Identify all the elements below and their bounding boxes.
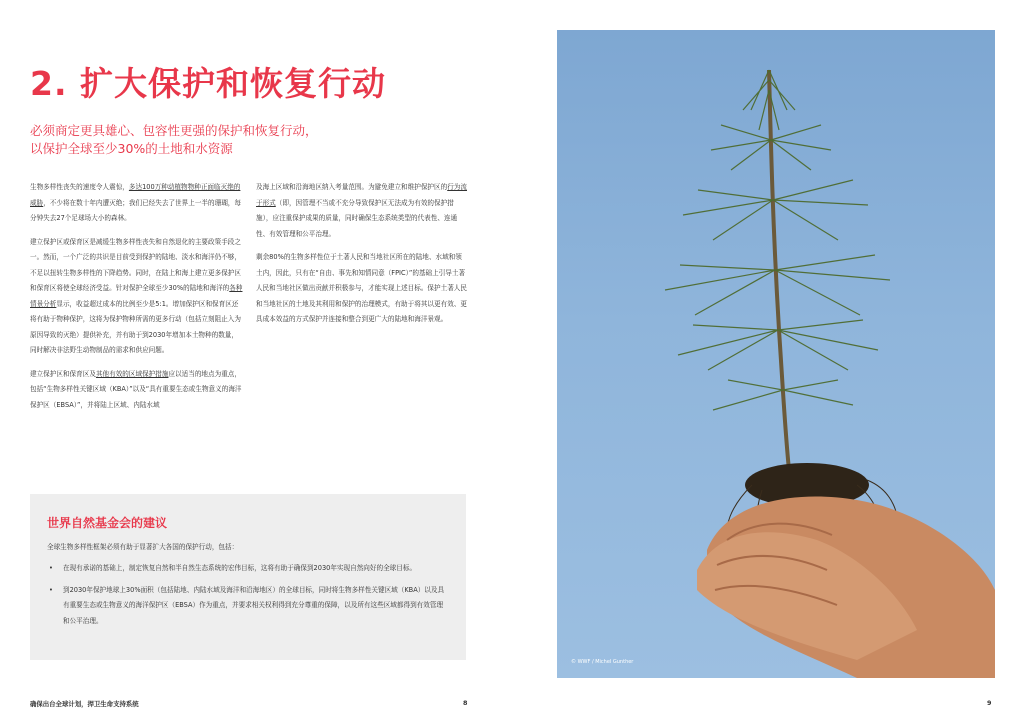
paragraph (30, 235, 243, 359)
recommendation-intro: 全球生物多样性框架必须有助于显著扩大各国的保护行动，包括： (47, 543, 239, 551)
recommendation-list (47, 561, 449, 629)
right-page (512, 0, 1024, 724)
seedling-photo (557, 30, 995, 678)
paragraph (30, 367, 243, 414)
inline-link[interactable]: 其他有效的区域保护措施 (95, 369, 169, 378)
inline-link[interactable]: 多达100万种动植物物种正面临灭绝的威胁 (30, 183, 241, 207)
page-number: 8 (463, 699, 468, 707)
text: 生物多样性丧失的速度令人震惊， (30, 183, 129, 191)
page-number: 9 (987, 699, 992, 707)
seedling-illustration (557, 30, 995, 678)
text-column-1 (30, 180, 243, 421)
recommendation-title: 世界自然基金会的建议 (47, 516, 168, 530)
inline-link[interactable]: 行为流于形式 (256, 183, 467, 207)
page-title: 2. 扩大保护和恢复行动 (30, 64, 386, 103)
text: （即，因管理不当或不充分导致保护区无法成为有效的保护措施），应注重保护成果的质量，同时确保生态系统类型的代表性、连通性、有效管理和公平治理。 (256, 198, 458, 238)
paragraph: 剩余80%的生物多样性位于土著人民和当地社区所在的陆地、水域和领土内，因此，只有在“自由、事先和知情同意（FPIC）”的基础上引导土著人民和当地社区做出贡献并积极参与，才能实现上述目标。保护土著人民和当地社区的土地及其利用和保护的治理模式，有助于将其以更有效、更具成本效益的方式保护并连接和整合到更广大的陆地和海洋景观。 (256, 253, 467, 323)
text: 应以适当的地点为重点，包括“生物多样性关键区域（KBA）”以及“具有重要生态或生物意义的海洋保护区（EBSA）”，并将陆上区域、内陆水域 (30, 369, 242, 409)
text: 显示，收益超过成本的比例至少是5:1。增加保护区和保育区还将有助于物种保护，这将为保护物种所需的更多行动（包括立刻阻止入为原因导致的灭绝）提供补充，并有助于到2030年增加本土物种的数量，同时解决非法野生动物制品的需求和供应问题。 (30, 299, 241, 354)
subheading-line-1: 必须商定更具雄心、包容性更强的保护和恢复行动， (30, 123, 318, 138)
paragraph (30, 180, 243, 227)
inline-link[interactable]: 各种情景分析 (30, 284, 243, 308)
list-item: • 在现有承诺的基础上，制定恢复自然和半自然生态系统的宏伟目标，这将有助于确保到2030年实现自然向好的全球目标。 (47, 561, 449, 577)
subheading (30, 122, 370, 158)
text: 建立保护区和保育区及 (30, 369, 96, 378)
recommendation-box (30, 494, 466, 660)
subheading-line-2: 以保护全球至少30%的土地和水资源 (30, 141, 233, 156)
list-item: • 到2030年保护地球上30%面积（包括陆地、内陆水域及海洋和沿海地区）的全球目标，同时将生物多样性关键区域（KBA）以及具有重要生态或生物意义的海洋保护区（EBSA）作为重点，并要求相关权利得到充分尊重的保障，以及所有这些区域都得到有效管理和公平治理。 (47, 583, 449, 630)
footer-title: 确保出台全球计划，捍卫生命支持系统 (30, 700, 139, 708)
photo-credit: © WWF / Michel Gunther (571, 659, 634, 665)
text: 及海上区域和沿海地区纳入考量范围。为避免建立和维护保护区的 (256, 183, 448, 191)
paragraph (256, 180, 468, 242)
text-column-2 (256, 180, 468, 336)
text: ，不少将在数十年内遭灭绝；我们已经失去了世界上一半的珊瑚，每分钟失去27个足球场大小的森林。 (30, 198, 241, 222)
text: 建立保护区或保育区是减缓生物多样性丧失和自然退化的主要政策手段之一。然而，一个广泛的共识是目前受到保护的陆地、淡水和海洋仍不够，不足以扭转生物多样性的下降趋势。同时，在陆上和海上建立更多保护区和保育区将使全球经济受益。针对保护全球至少30%的陆地和海洋的 (30, 237, 241, 292)
